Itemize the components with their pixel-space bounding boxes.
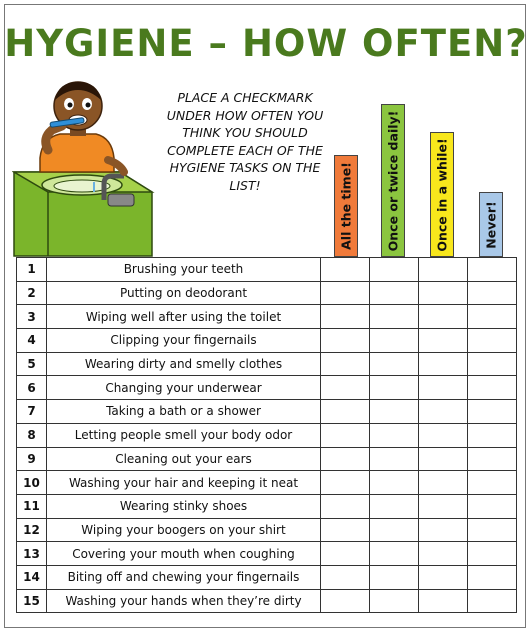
task-number: 9: [17, 447, 47, 471]
checkbox-cell-never[interactable]: [468, 542, 517, 566]
task-label: Letting people smell your body odor: [47, 423, 321, 447]
table-row: [17, 471, 517, 495]
table-row: [17, 400, 517, 424]
table-row: [17, 258, 517, 282]
checkbox-cell-never[interactable]: [468, 352, 517, 376]
checkbox-cell-once-or-twice-daily[interactable]: [370, 423, 419, 447]
checkbox-cell-once-or-twice-daily[interactable]: [370, 447, 419, 471]
column-header-label: Once or twice daily!: [385, 110, 401, 251]
checkbox-cell-never[interactable]: [468, 494, 517, 518]
task-number: 3: [17, 305, 47, 329]
checkbox-cell-never[interactable]: [468, 589, 517, 613]
checkbox-cell-once-in-a-while[interactable]: [419, 281, 468, 305]
table-row: [17, 305, 517, 329]
column-header-once-or-twice-daily: [381, 104, 405, 257]
checkbox-cell-once-in-a-while[interactable]: [419, 423, 468, 447]
checkbox-cell-once-or-twice-daily[interactable]: [370, 542, 419, 566]
table-row: [17, 542, 517, 566]
checkbox-cell-once-or-twice-daily[interactable]: [370, 376, 419, 400]
table-row: [17, 518, 517, 542]
table-row: [17, 329, 517, 353]
checkbox-cell-never[interactable]: [468, 400, 517, 424]
column-header-label: Once in a while!: [434, 137, 450, 252]
checkbox-cell-once-or-twice-daily[interactable]: [370, 518, 419, 542]
checkbox-cell-once-in-a-while[interactable]: [419, 589, 468, 613]
task-number: 13: [17, 542, 47, 566]
task-number: 8: [17, 423, 47, 447]
checkbox-cell-once-or-twice-daily[interactable]: [370, 565, 419, 589]
table-row: [17, 352, 517, 376]
task-label: Clipping your fingernails: [47, 329, 321, 353]
checkbox-cell-never[interactable]: [468, 281, 517, 305]
checkbox-cell-once-in-a-while[interactable]: [419, 400, 468, 424]
checkbox-cell-all-the-time[interactable]: [321, 329, 370, 353]
instructions-text: PLACE A CHECKMARK UNDER HOW OFTEN YOU THINK YOU SHOULD COMPLETE EACH OF THE HYGIENE TASKS ON THE LIST!: [166, 90, 324, 193]
task-number: 1: [17, 258, 47, 282]
checkbox-cell-once-in-a-while[interactable]: [419, 329, 468, 353]
task-number: 15: [17, 589, 47, 613]
checkbox-cell-all-the-time[interactable]: [321, 352, 370, 376]
task-number: 2: [17, 281, 47, 305]
task-number: 5: [17, 352, 47, 376]
table-row: [17, 494, 517, 518]
checkbox-cell-once-or-twice-daily[interactable]: [370, 352, 419, 376]
task-number: 12: [17, 518, 47, 542]
table-row: [17, 376, 517, 400]
task-label: Taking a bath or a shower: [47, 400, 321, 424]
column-header-label: All the time!: [338, 162, 354, 250]
checkbox-cell-never[interactable]: [468, 518, 517, 542]
column-header-all-the-time: [334, 155, 358, 257]
checkbox-cell-all-the-time[interactable]: [321, 281, 370, 305]
task-label: Putting on deodorant: [47, 281, 321, 305]
checkbox-cell-once-in-a-while[interactable]: [419, 376, 468, 400]
task-number: 6: [17, 376, 47, 400]
checkbox-cell-once-or-twice-daily[interactable]: [370, 400, 419, 424]
task-label: Wearing stinky shoes: [47, 494, 321, 518]
task-label: Wearing dirty and smelly clothes: [47, 352, 321, 376]
checkbox-cell-once-or-twice-daily[interactable]: [370, 305, 419, 329]
checkbox-cell-all-the-time[interactable]: [321, 542, 370, 566]
task-label: Changing your underwear: [47, 376, 321, 400]
checkbox-cell-all-the-time[interactable]: [321, 447, 370, 471]
task-label: Cleaning out your ears: [47, 447, 321, 471]
task-label: Wiping well after using the toilet: [47, 305, 321, 329]
task-label: Covering your mouth when coughing: [47, 542, 321, 566]
column-header-once-in-a-while: [430, 132, 454, 257]
checkbox-cell-once-in-a-while[interactable]: [419, 352, 468, 376]
checkbox-cell-once-in-a-while[interactable]: [419, 471, 468, 495]
task-number: 11: [17, 494, 47, 518]
checkbox-cell-once-in-a-while[interactable]: [419, 258, 468, 282]
task-number: 7: [17, 400, 47, 424]
checkbox-cell-once-in-a-while[interactable]: [419, 447, 468, 471]
task-label: Biting off and chewing your fingernails: [47, 565, 321, 589]
checkbox-cell-all-the-time[interactable]: [321, 376, 370, 400]
page-title: HYGIENE – HOW OFTEN?: [4, 22, 528, 65]
checkbox-cell-all-the-time[interactable]: [321, 258, 370, 282]
task-label: Brushing your teeth: [47, 258, 321, 282]
checkbox-cell-all-the-time[interactable]: [321, 518, 370, 542]
checkbox-cell-never[interactable]: [468, 305, 517, 329]
table-row: [17, 423, 517, 447]
checkbox-cell-all-the-time[interactable]: [321, 471, 370, 495]
table-row: [17, 447, 517, 471]
checkbox-cell-never[interactable]: [468, 565, 517, 589]
checkbox-cell-never[interactable]: [468, 329, 517, 353]
hygiene-task-table: [16, 257, 517, 613]
column-header-label: Never!: [483, 200, 499, 249]
checkbox-cell-all-the-time[interactable]: [321, 400, 370, 424]
checkbox-cell-never[interactable]: [468, 423, 517, 447]
checkbox-cell-all-the-time[interactable]: [321, 423, 370, 447]
checkbox-cell-never[interactable]: [468, 376, 517, 400]
checkbox-cell-once-or-twice-daily[interactable]: [370, 281, 419, 305]
checkbox-cell-never[interactable]: [468, 258, 517, 282]
checkbox-cell-all-the-time[interactable]: [321, 589, 370, 613]
checkbox-cell-once-or-twice-daily[interactable]: [370, 589, 419, 613]
checkbox-cell-all-the-time[interactable]: [321, 494, 370, 518]
checkbox-cell-never[interactable]: [468, 447, 517, 471]
checkbox-cell-once-or-twice-daily[interactable]: [370, 258, 419, 282]
column-header-never: [479, 192, 503, 257]
checkbox-cell-all-the-time[interactable]: [321, 305, 370, 329]
checkbox-cell-once-or-twice-daily[interactable]: [370, 471, 419, 495]
checkbox-cell-never[interactable]: [468, 471, 517, 495]
table-row: [17, 565, 517, 589]
table-row: [17, 589, 517, 613]
task-number: 4: [17, 329, 47, 353]
checkbox-cell-once-or-twice-daily[interactable]: [370, 329, 419, 353]
checkbox-cell-once-in-a-while[interactable]: [419, 494, 468, 518]
checkbox-cell-once-or-twice-daily[interactable]: [370, 494, 419, 518]
task-label: Washing your hair and keeping it neat: [47, 471, 321, 495]
boy-brushing-teeth-icon: [12, 80, 168, 258]
checkbox-cell-once-in-a-while[interactable]: [419, 565, 468, 589]
checkbox-cell-once-in-a-while[interactable]: [419, 305, 468, 329]
checkbox-cell-all-the-time[interactable]: [321, 565, 370, 589]
task-number: 10: [17, 471, 47, 495]
checkbox-cell-once-in-a-while[interactable]: [419, 518, 468, 542]
task-label: Washing your hands when they’re dirty: [47, 589, 321, 613]
table-row: [17, 281, 517, 305]
task-number: 14: [17, 565, 47, 589]
task-label: Wiping your boogers on your shirt: [47, 518, 321, 542]
checkbox-cell-once-in-a-while[interactable]: [419, 542, 468, 566]
